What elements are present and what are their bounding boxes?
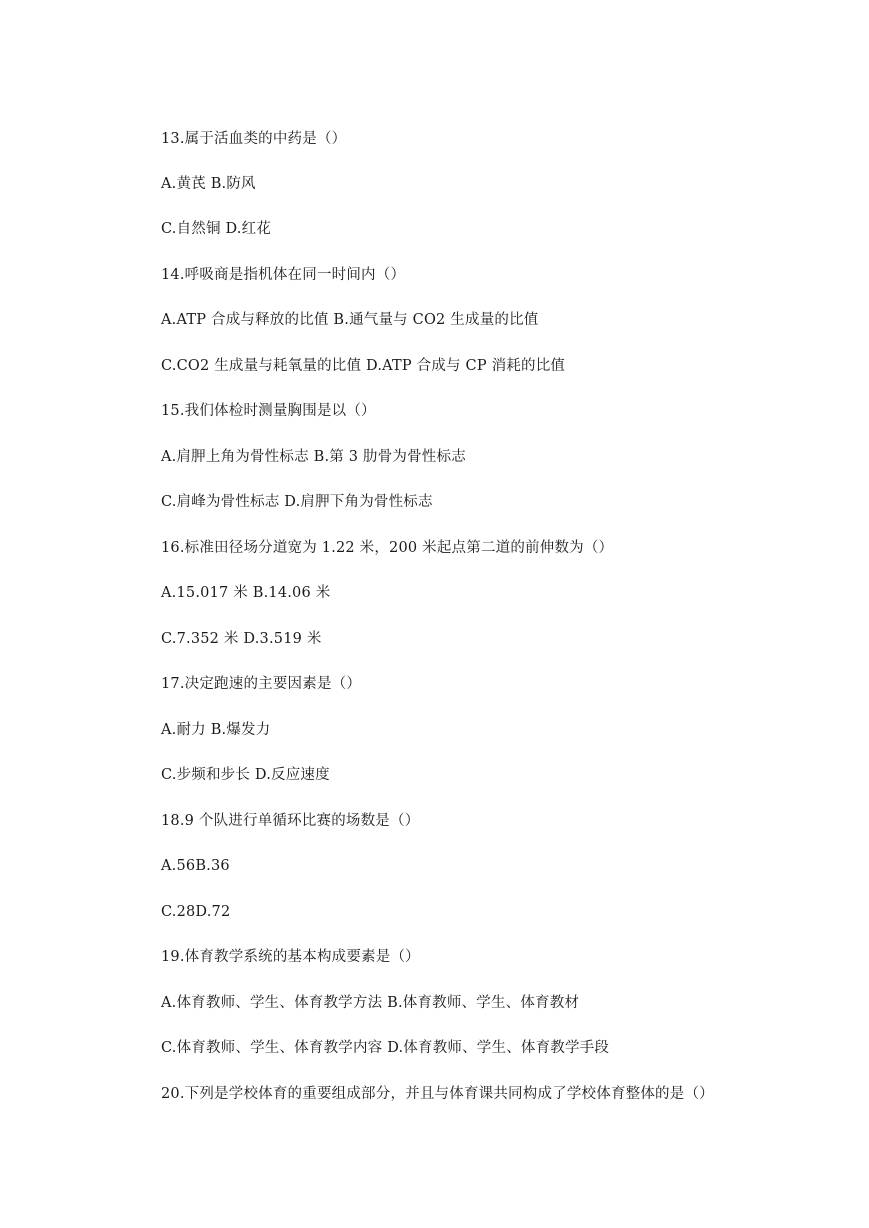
question-14-stem: 14.呼吸商是指机体在同一时间内（） — [161, 267, 406, 283]
question-19-options-c-d: C.体育教师、学生、体育教学内容 D.体育教师、学生、体育教学手段 — [161, 1040, 610, 1056]
question-15-options-a-b: A.肩胛上角为骨性标志 B.第 3 肋骨为骨性标志 — [161, 449, 466, 465]
question-20-stem: 20.下列是学校体育的重要组成部分，并且与体育课共同构成了学校体育整体的是（） — [161, 1086, 714, 1102]
question-13-options-a-b: A.黄芪 B.防风 — [161, 176, 256, 192]
question-13-options-c-d: C.自然铜 D.红花 — [161, 221, 272, 237]
question-14-options-c-d: C.CO2 生成量与耗氧量的比值 D.ATP 合成与 CP 消耗的比值 — [161, 358, 566, 374]
question-18-options-c-d: C.28D.72 — [161, 904, 231, 920]
question-16-options-c-d: C.7.352 米 D.3.519 米 — [161, 631, 322, 647]
question-17-options-c-d: C.步频和步长 D.反应速度 — [161, 767, 330, 783]
question-18-options-a-b: A.56B.36 — [161, 858, 230, 874]
question-15-options-c-d: C.肩峰为骨性标志 D.肩胛下角为骨性标志 — [161, 494, 433, 510]
question-13-stem: 13.属于活血类的中药是（） — [161, 131, 347, 147]
question-17-options-a-b: A.耐力 B.爆发力 — [161, 722, 271, 738]
question-15-stem: 15.我们体检时测量胸围是以（） — [161, 403, 376, 419]
question-16-options-a-b: A.15.017 米 B.14.06 米 — [161, 585, 331, 601]
question-16-stem: 16.标准田径场分道宽为 1.22 米，200 米起点第二道的前伸数为（） — [161, 540, 614, 556]
question-19-stem: 19.体育教学系统的基本构成要素是（） — [161, 949, 420, 965]
question-17-stem: 17.决定跑速的主要因素是（） — [161, 676, 362, 692]
question-14-options-a-b: A.ATP 合成与释放的比值 B.通气量与 CO2 生成量的比值 — [161, 312, 539, 328]
question-18-stem: 18.9 个队进行单循环比赛的场数是（） — [161, 813, 420, 829]
question-19-options-a-b: A.体育教师、学生、体育教学方法 B.体育教师、学生、体育教材 — [161, 995, 580, 1011]
